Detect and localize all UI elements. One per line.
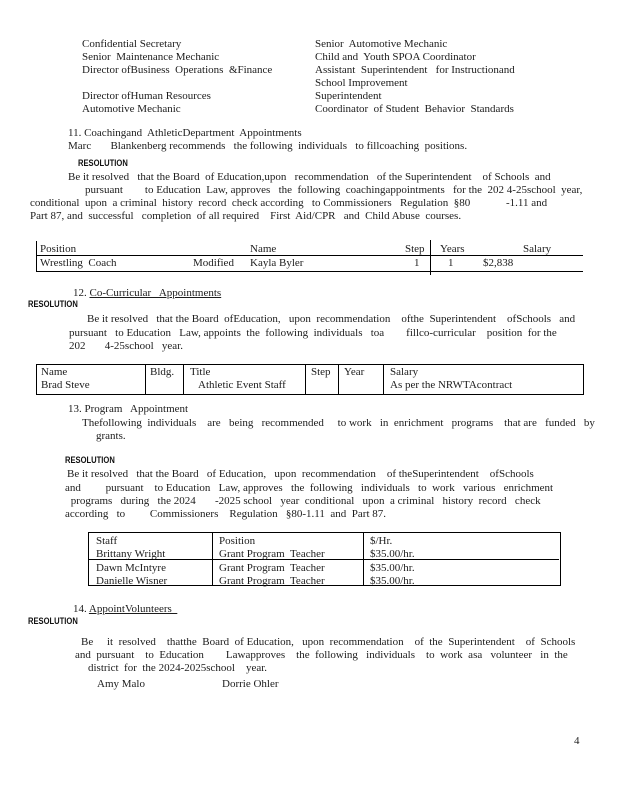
section-13-heading: 13. Program Appointment xyxy=(68,403,189,415)
table-header-cell: Name xyxy=(250,243,277,255)
resolution-label: RESOLUTION xyxy=(65,455,115,466)
table-cell: $35.00/hr. xyxy=(370,575,415,587)
table-border-line xyxy=(383,364,384,394)
table-header-cell: Staff xyxy=(96,535,118,547)
table-cell: $2,838 xyxy=(483,257,514,269)
table-border-line xyxy=(36,241,37,271)
table-cell: Kayla Byler xyxy=(250,257,304,269)
table-cell: Dawn McIntyre xyxy=(96,562,166,574)
section-number: 12. xyxy=(73,287,90,299)
table-header-cell: Step xyxy=(405,243,425,255)
table-header-cell: Bldg. xyxy=(150,366,175,378)
table-header-cell: Position xyxy=(40,243,77,255)
section-14-heading xyxy=(73,603,177,615)
resolution-body-line: Be it resolved that the Board of Education, upon recommendation of theSuperintendent ofSchools xyxy=(67,468,534,480)
resolution-body-line: according to Commissioners Regulation §80-1.11 and Part 87. xyxy=(65,508,386,520)
table-header-cell: Position xyxy=(219,535,256,547)
table-cell: $35.00/hr. xyxy=(370,562,415,574)
table-cell: 1 xyxy=(414,257,420,269)
section-11-heading: 11. Coachingand AthleticDepartment Appointments xyxy=(68,127,302,139)
table-cell: Grant Program Teacher xyxy=(219,575,325,587)
staff-position-item: Child and Youth SPOA Coordinator xyxy=(315,51,476,63)
page-number: 4 xyxy=(574,735,580,747)
volunteer-name: Amy Malo xyxy=(97,678,145,690)
staff-position-item: School Improvement xyxy=(315,77,408,89)
staff-position-item: Confidential Secretary xyxy=(82,38,182,50)
staff-position-item: Superintendent xyxy=(315,90,382,102)
volunteer-name: Dorrie Ohler xyxy=(222,678,279,690)
table-cell: Modified xyxy=(193,257,234,269)
staff-position-item: Assistant Superintendent for Instructionand xyxy=(315,64,515,76)
staff-position-item: Senior Automotive Mechanic xyxy=(315,38,448,50)
table-cell: $35.00/hr. xyxy=(370,548,415,560)
table-header-cell: Salary xyxy=(523,243,552,255)
resolution-body-line: district for the 2024-2025school year. xyxy=(88,662,268,674)
table-cell: 1 xyxy=(448,257,454,269)
table-border-line xyxy=(430,240,431,275)
resolution-label: RESOLUTION xyxy=(78,158,128,169)
table-border-line xyxy=(36,271,583,272)
staff-position-item: Automotive Mechanic xyxy=(82,103,181,115)
table-header-cell: Step xyxy=(311,366,331,378)
section-title: Co-Curricular Appointments xyxy=(89,287,222,299)
section-number: 14. xyxy=(73,603,89,615)
table-border-line xyxy=(305,364,306,394)
resolution-body-line: Be it resolved that the Board of Education,upon recommendation of the Superintendent of Schools and xyxy=(68,171,551,183)
section-12-heading xyxy=(73,287,221,299)
resolution-body-line: and pursuant to Education Law, approves the following individuals to work various enrichment xyxy=(65,482,554,494)
section-13-intro: Thefollowing individuals are being recommended to work in enrichment programs that are funded by xyxy=(82,417,595,429)
table-header-cell: Years xyxy=(440,243,465,255)
table-border-line xyxy=(36,255,583,256)
table-cell: Brad Steve xyxy=(41,379,90,391)
table-header-cell: $/Hr. xyxy=(370,535,393,547)
table-header-cell: Salary xyxy=(390,366,419,378)
table-border-line xyxy=(183,364,184,394)
resolution-body-line: 202 4-25school year. xyxy=(69,340,183,352)
resolution-body-line: Part 87, and successful completion of all required First Aid/CPR and Child Abuse courses. xyxy=(30,210,462,222)
table-cell: Grant Program Teacher xyxy=(219,562,325,574)
table-header-cell: Title xyxy=(190,366,211,378)
staff-position-item: Director ofBusiness Operations &Finance xyxy=(82,64,273,76)
resolution-body-line: programs during the 2024 -2025 school year conditional upon a criminal history record check xyxy=(68,495,541,507)
resolution-body-line: conditional upon a criminal history record check according to Commissioners Regulation §80 -1.11 and xyxy=(30,197,548,209)
section-11-intro: Marc Blankenberg recommends the following individuals to fillcoaching positions. xyxy=(68,140,468,152)
resolution-label: RESOLUTION xyxy=(28,299,78,310)
resolution-label: RESOLUTION xyxy=(28,616,78,627)
resolution-body-line: pursuant to Education Law, approves the following coachingappointments for the 202 4-25school year, xyxy=(85,184,583,196)
table-header-cell: Name xyxy=(41,366,68,378)
resolution-body-line: Be it resolved that the Board ofEducation, upon recommendation ofthe Superintendent ofSchools and xyxy=(87,313,576,325)
table-cell: Athletic Event Staff xyxy=(198,379,286,391)
resolution-body-line: pursuant to Education Law, appoints the following individuals toa fillco-curricular position for the xyxy=(69,327,557,339)
table-cell: Brittany Wright xyxy=(96,548,166,560)
staff-position-item: Director ofHuman Resources xyxy=(82,90,211,102)
section-title: AppointVolunteers xyxy=(88,603,178,615)
section-13-intro: grants. xyxy=(96,430,126,442)
table-border-line xyxy=(338,364,339,394)
resolution-body-line: and pursuant to Education Lawapproves the following individuals to work asa volunteer in the xyxy=(75,649,568,661)
table-cell: As per the NRWTAcontract xyxy=(390,379,513,391)
table-border-line xyxy=(145,364,146,394)
table-cell: Danielle Wisner xyxy=(96,575,168,587)
resolution-body-line: Be it resolved thatthe Board of Education, upon recommendation of the Superintendent of Schools xyxy=(81,636,576,648)
table-cell: Grant Program Teacher xyxy=(219,548,325,560)
table-header-cell: Year xyxy=(344,366,365,378)
staff-position-item: Senior Maintenance Mechanic xyxy=(82,51,220,63)
staff-position-item: Coordinator of Student Behavior Standards xyxy=(315,103,514,115)
table-cell: Wrestling Coach xyxy=(40,257,117,269)
